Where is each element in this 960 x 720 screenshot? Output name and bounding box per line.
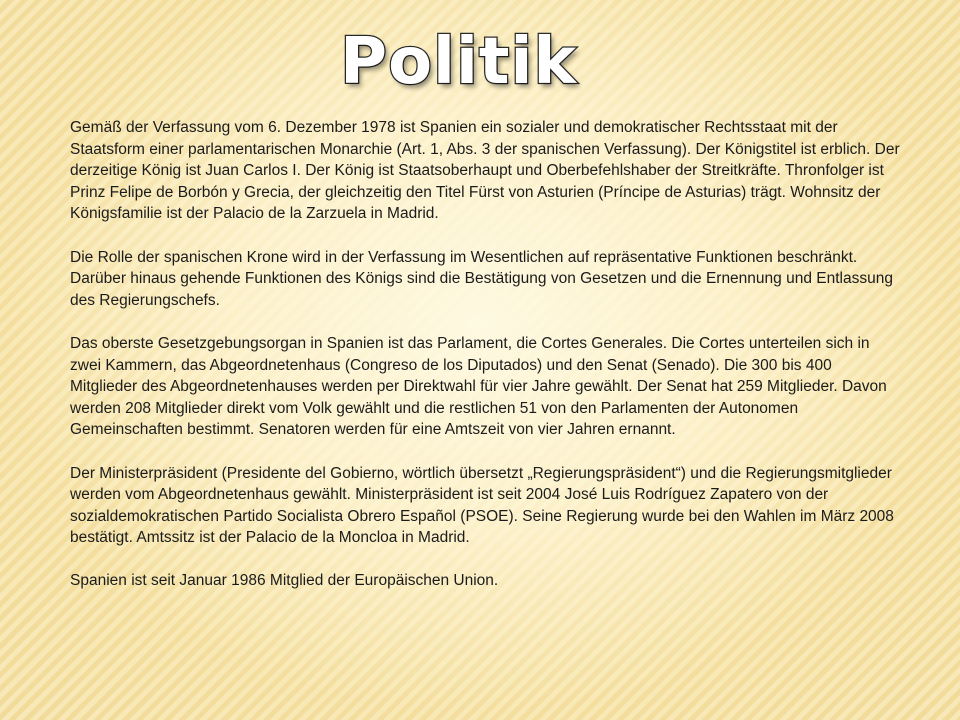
slide-body	[70, 117, 900, 592]
paragraph-eu: Spanien ist seit Januar 1986 Mitglied der Europäischen Union.	[70, 572, 499, 590]
paragraph-parlament: Das oberste Gesetzgebungsorgan in Spanien ist das Parlament, die Cortes Generales. Die Cortes unterteilen sich in zwei Kammern, das Abgeordnetenhaus (Congreso de los Diputados) und den Senat (Senado). Die 300 bis 400 Mitglieder des Abgeordnetenhauses werden per Direktwahl für vier Jahre gewählt. Der Senat hat 259 Mitglieder. Davon werden 208 Mitglieder direkt vom Volk gewählt und die restlichen 51 von den Parlamenten der Autonomen Gemeinschaften bestimmt. Senatoren werden für eine Amtszeit von vier Jahren ernannt.	[70, 334, 887, 439]
paragraph-ministerpraesident: Der Ministerpräsident (Presidente del Gobierno, wörtlich übersetzt „Regierungspräsident“) und die Regierungsmitglieder werden vom Abgeordnetenhaus gewählt. Ministerpräsident ist seit 2004 José Luis Rodríguez Zapatero von der sozialdemokratischen Partido Socialista Obrero Español (PSOE). Seine Regierung wurde bei den Wahlen im März 2008 bestätigt. Amtssitz ist der Palacio de la Moncloa in Madrid.	[70, 464, 894, 547]
slide-title: Politik	[340, 25, 577, 99]
paragraph-krone: Die Rolle der spanischen Krone wird in der Verfassung im Wesentlichen auf repräsentative Funktionen beschränkt. Darüber hinaus gehende Funktionen des Königs sind die Bestätigung von Gesetzen und die Ernennung und Entlassung des Regierungschefs.	[70, 248, 893, 309]
paragraph-verfassung: Gemäß der Verfassung vom 6. Dezember 1978 ist Spanien ein sozialer und demokratischer Rechtsstaat mit der Staatsform einer parlamentarischen Monarchie (Art. 1, Abs. 3 der spanischen Verfassung). Der Königstitel ist erblich. Der derzeitige König ist Juan Carlos I. Der König ist Staatsoberhaupt und Oberbefehlshaber der Streitkräfte. Thronfolger ist Prinz Felipe de Borbón y Grecia, der gleichzeitig den Titel Fürst von Asturien (Príncipe de Asturias) trägt. Wohnsitz der Königsfamilie ist der Palacio de la Zarzuela in Madrid.	[70, 119, 900, 223]
